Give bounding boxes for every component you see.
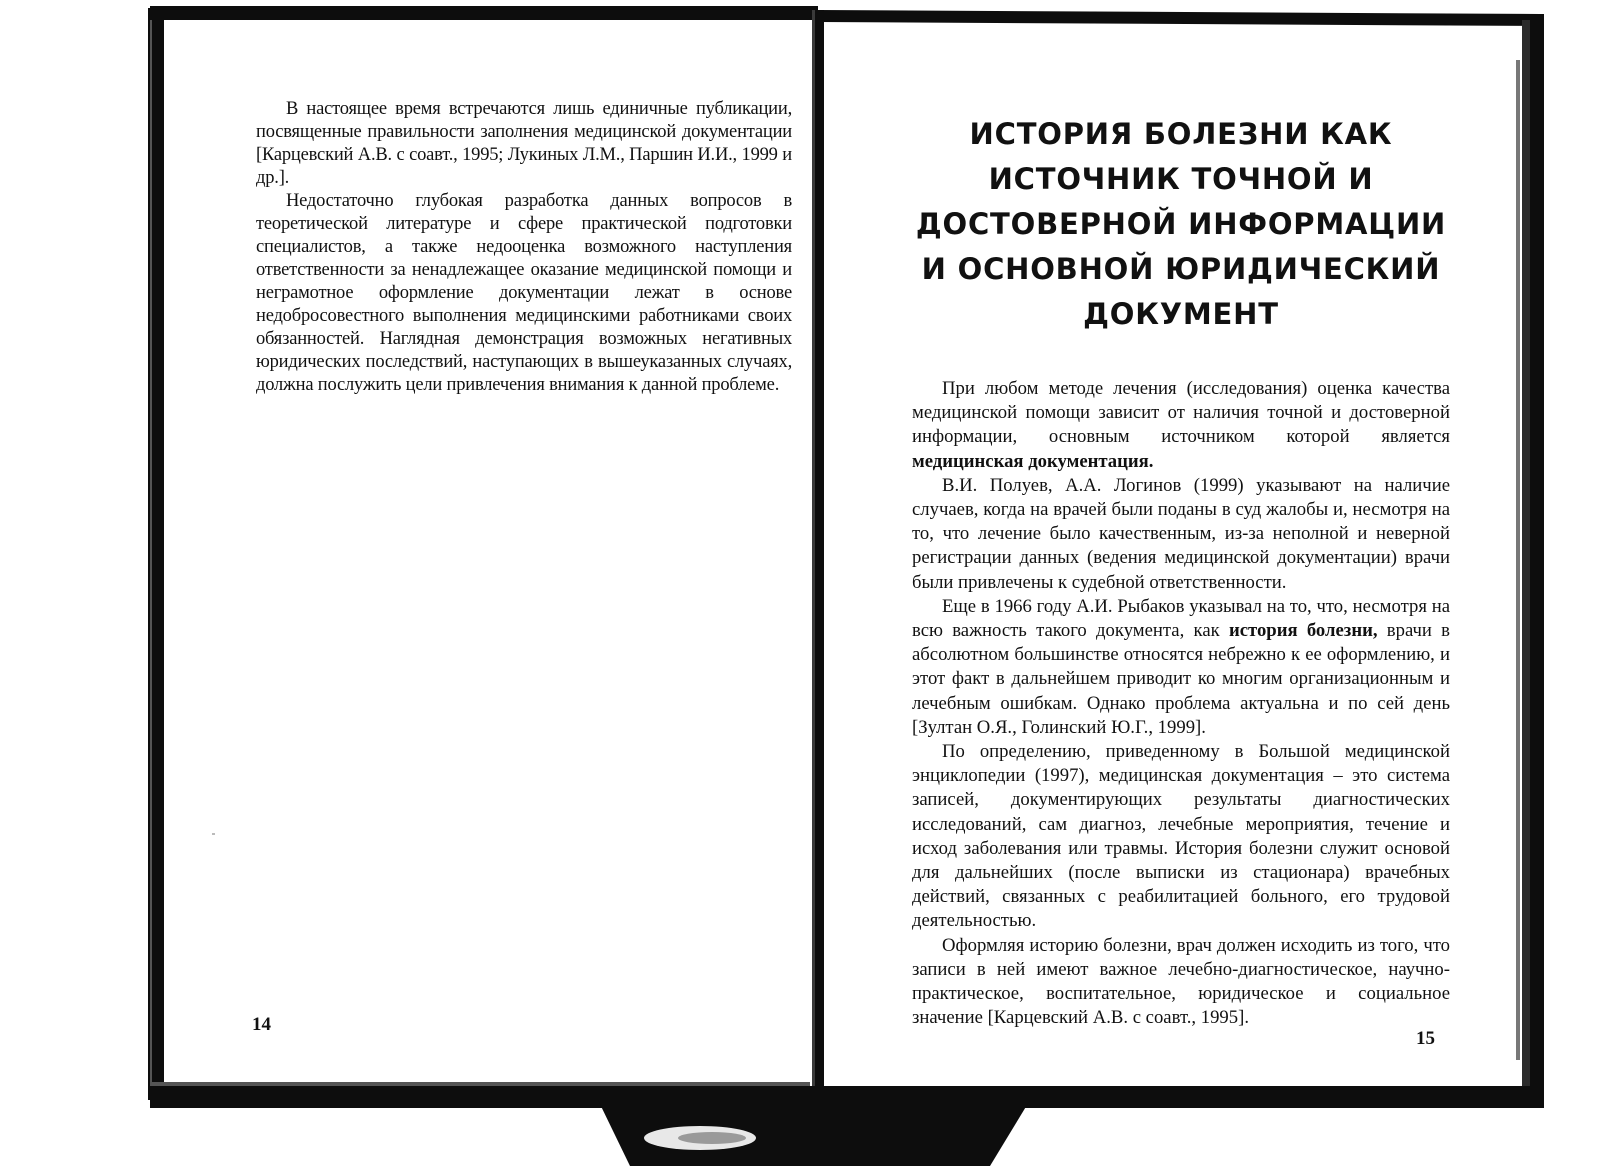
right-paragraph-1-text: При любом методе лечения (исследования) оценка качества медицинской помощи зависит от наличия точной и достоверной информации, основным источником которой является	[912, 378, 1450, 448]
right-page	[912, 112, 1450, 1030]
page-number-left: 14	[252, 1014, 271, 1035]
right-paragraph-3-bold: история болезни,	[1228, 620, 1378, 642]
left-paragraph-1: В настоящее время встречаются лишь единичные публикации, посвященные правильности заполнения медицинской документации [Карцевский А.В. с соавт., 1995; Лукиных Л.М., Паршин И.И., 1999 и др.].	[256, 99, 792, 188]
left-paragraph-2: Недостаточно глубокая разработка данных вопросов в теоретической литературе и сфере практической подготовки специалистов, а также недооценка возможного наступления ответственности за ненадлежащее оказание медицинской помощи и неграмотное оформление документации лежат в основе недобросовестного выполнения медицинскими работниками своих обязанностей. Наглядная демонстрация возможных негативных юридических последствий, наступающих в вышеуказанных случаях, должна послужить цели привлечения внимания к данной проблеме.	[256, 191, 792, 395]
right-paragraph-3	[912, 595, 1450, 740]
right-paragraph-1-bold: медицинская документация.	[912, 450, 1154, 472]
right-cover-edge	[1530, 14, 1544, 1104]
top-edge-left	[150, 6, 818, 20]
spine	[814, 10, 824, 1104]
right-paragraph-5: Оформляя историю болезни, врач должен исходить из того, что записи в ней имеют важное лечебно-диагностическое, научно-практическое, воспитательное, юридическое и социальное значение [Карцевский А.В. с соавт., 1995].	[912, 934, 1450, 1029]
chapter-title: ИСТОРИЯ БОЛЕЗНИ КАК ИСТОЧНИК ТОЧНОЙ И ДОСТОВЕРНОЙ ИНФОРМАЦИИ И ОСНОВНОЙ ЮРИДИЧЕСКИЙ ДОКУМЕНТ	[915, 117, 1447, 331]
right-paragraph-4: По определению, приведенному в Большой медицинской энциклопедии (1997), медицинская документация – это система записей, документирующих результаты диагностических исследований, сам диагноз, лечебные мероприятия, течение и исход заболевания или травмы. История болезни служит основой для дальнейших (после выписки из стационара) врачебных действий, связанных с реабилитацией больного, его трудовой деятельностью.	[912, 741, 1450, 932]
right-paragraph-3-text-b: врачи в абсолютном большинстве относятся небрежно к ее оформлению, и этот факт в дальнейшем приводит ко многим организационным и лечебным ошибкам. Однако проблема актуальна и по сей день [Зултан О.Я., Голинский Ю.Г., 1999].	[912, 620, 1450, 738]
page-number-right: 15	[1416, 1028, 1435, 1049]
right-paragraph-3-text-a: Еще в 1966 году А.И. Рыбаков указывал на то, что, несмотря на всю важность такого документа, как	[912, 595, 1450, 642]
left-page	[256, 98, 792, 397]
right-paragraph-1	[912, 377, 1450, 474]
top-edge-right	[818, 10, 1540, 26]
right-paragraph-2: В.И. Полуев, А.А. Логинов (1999) указывают на наличие случаев, когда на врачей были поданы в суд жалобы и, несмотря на то, что лечение было качественным, из-за неполной и неверной регистрации данных (ведения медицинской документации) врачи были привлечены к судебной ответственности.	[912, 474, 1450, 593]
